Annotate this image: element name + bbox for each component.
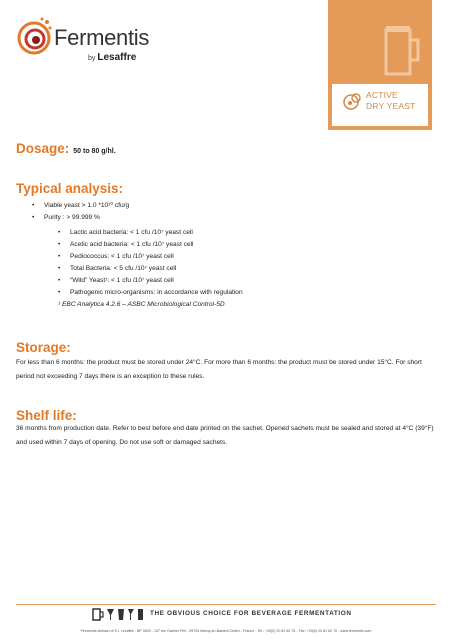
typical-analysis-heading: Typical analysis: [16,181,124,196]
analysis-sublist [58,227,428,299]
dosage-value: 50 to 80 g/hl. [73,148,116,155]
list-item: • “Wild” Yeast¹: < 1 cfu /10⁷ yeast cell [58,277,174,284]
shelf-life-heading: Shelf life: [16,408,77,423]
badge-label [332,84,428,126]
fermentis-swirl-icon [14,16,54,56]
storage-text: For less than 6 months: the product must be stored under 24°C. For more than 6 months: the product must be stored under 15°C. For short period not exceeding 7 days there is an exception to these rules. [16,359,422,380]
brand-name: Fermentis [54,25,150,50]
footer-address: Fermentis division of S.I. Lesaffre - BP 3029 - 137 rue Gabriel Péri - 59703 Marcq-en-Barœul Cedex - France - Tel.: +33(0) 20 81 62 75 - Fax: +33(0) 20 81 62 70 - www.fermentis.com [80,629,372,633]
beer-mug-icon [380,22,424,78]
list-item: • Total Bacteria: < 5 cfu /10⁷ yeast cell [58,265,177,272]
list-item: • Pediococcus: < 1 cfu /10⁷ yeast cell [58,253,174,260]
list-item: • Pathogenic micro-organisms: in accordance with regulation [58,289,243,296]
list-item: • Lactic acid bacteria: < 1 cfu /10⁷ yeast cell [58,229,193,236]
yeast-cells-icon [342,90,364,112]
analysis-footnote: ¹ EBC Analytica 4.2.6 – ASBC Microbiological Control-5D [58,301,225,308]
dosage-heading: Dosage: [16,141,70,156]
storage-heading: Storage: [16,340,71,355]
badge-text: ACTIVE DRY YEAST [366,90,416,111]
list-item: • Viable yeast > 1.0 *10¹⁰ cfu/g [32,202,130,209]
product-badge [328,0,432,130]
shelf-life-text: 36 months from production date. Refer to best before end date printed on the sachet. Opened sachets must be sealed and stored at 4°C (39°F) and used within 7 days of opening. Do not use soft or damaged sachets. [16,425,434,446]
footer-tagline: THE OBVIOUS CHOICE FOR BEVERAGE FERMENTATION [150,610,352,617]
dosage-section [16,141,116,156]
beverage-glasses-icon [92,607,150,621]
list-item: • Purity : > 99.999 % [32,214,100,221]
fermentis-logo [14,16,174,66]
brand-by: by Lesaffre [88,52,137,63]
list-item: • Acetic acid bacteria: < 1 cfu /10⁷ yeast cell [58,241,194,248]
footer-divider [16,604,436,605]
analysis-list [32,200,432,224]
